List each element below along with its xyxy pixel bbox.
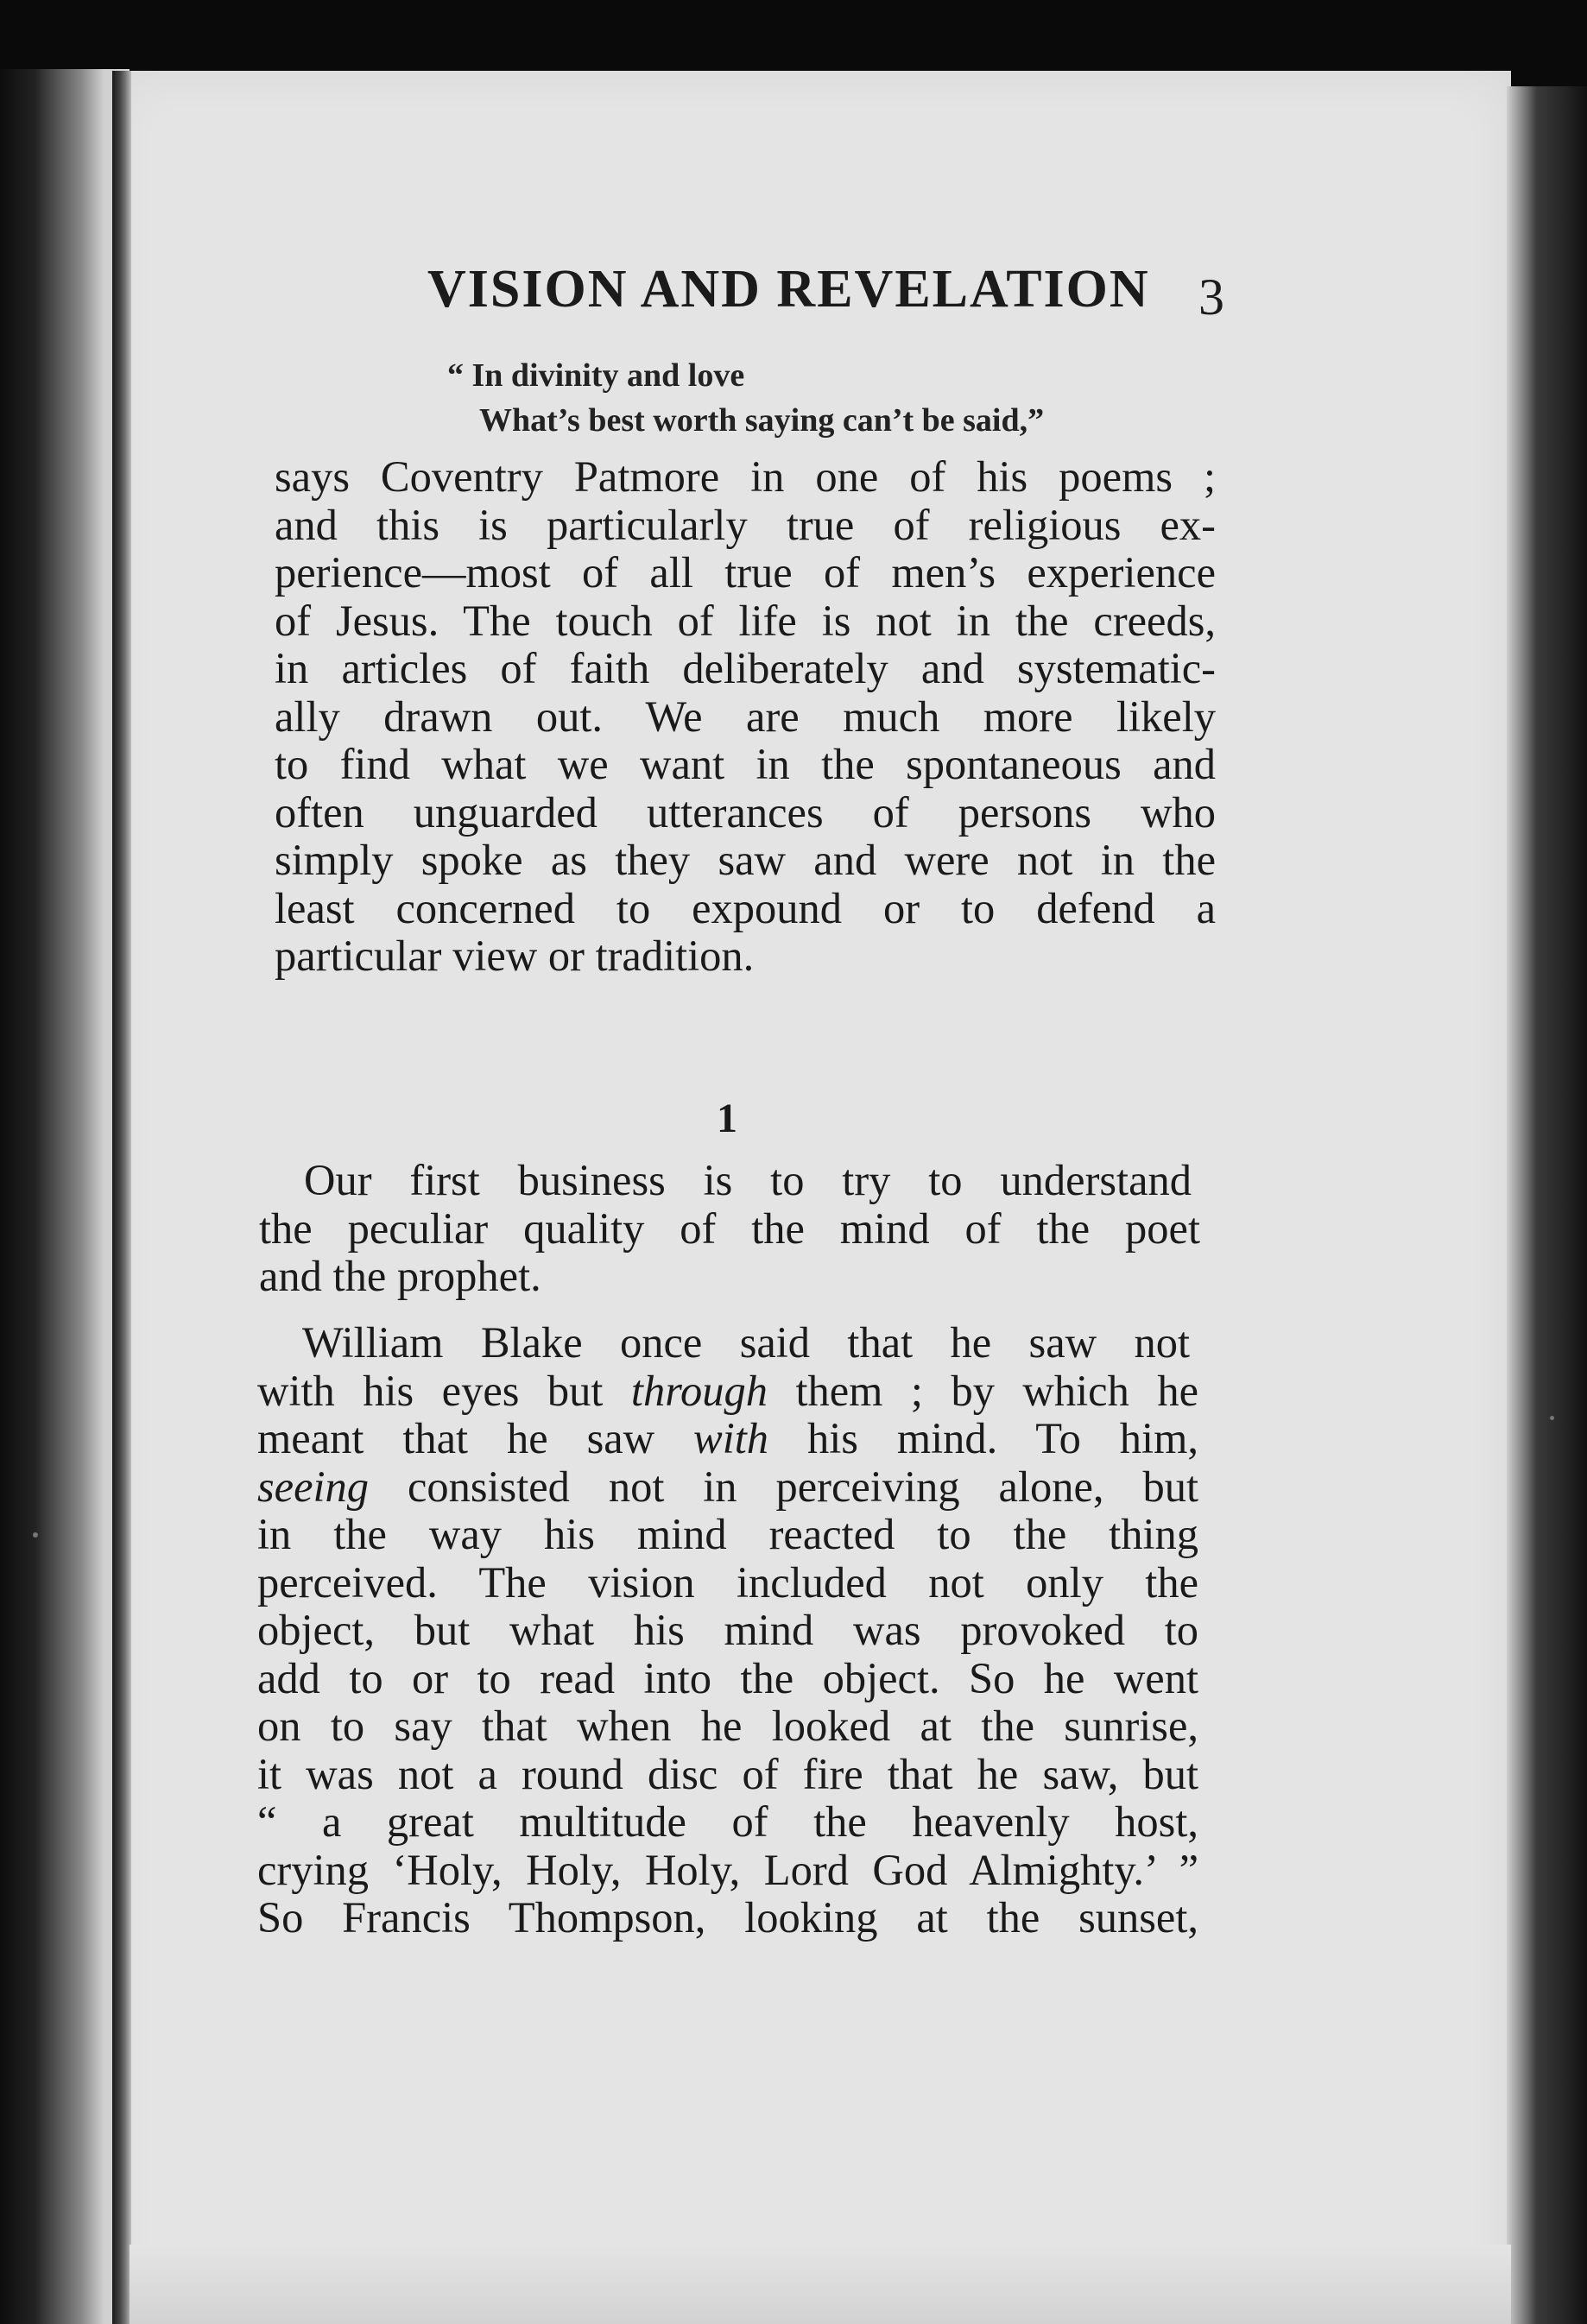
text-line: object, but what his mind was provoked to (257, 1606, 1198, 1654)
text-run: consisted not in perceiving alone, but (369, 1462, 1198, 1511)
book-left-edge (0, 69, 130, 2324)
text-line (257, 1367, 1198, 1416)
text-line: and the prophet. (259, 1252, 541, 1300)
italic-run: with (693, 1414, 769, 1462)
page-bottom-shade (130, 2245, 1511, 2324)
dust-speck (1550, 1416, 1554, 1420)
text-line: perceived. The vision included not only the (257, 1557, 1198, 1607)
text-line: Our first business is to try to understand (304, 1156, 1192, 1204)
text-line: the peculiar quality of the mind of the poet (259, 1203, 1200, 1253)
text-line: simply spoke as they saw and were not in the (275, 836, 1216, 884)
running-head: VISION AND REVELATION (427, 260, 1150, 319)
text-line: often unguarded utterances of persons who (275, 787, 1216, 837)
text-line (257, 1463, 1198, 1512)
text-line: and this is particularly true of religious ex- (275, 500, 1216, 549)
text-line: ally drawn out. We are much more likely (275, 692, 1216, 741)
paragraph-2 (259, 1157, 1200, 1301)
text-line: particular view or tradition. (275, 931, 755, 980)
text-line: in the way his mind reacted to the thing (257, 1510, 1198, 1558)
text-line: on to say that when he looked at the sunrise, (257, 1702, 1198, 1750)
text-line: perience—most of all true of men’s experience (275, 548, 1216, 597)
paragraph-1 (275, 453, 1216, 981)
text-line: add to or to read into the object. So he went (257, 1653, 1198, 1702)
italic-run: seeing (257, 1462, 370, 1511)
dust-speck (33, 1532, 38, 1538)
book-right-edge (1507, 86, 1587, 2324)
text-line: William Blake once said that he saw not (302, 1318, 1190, 1367)
text-run: his mind. To him, (768, 1414, 1198, 1462)
text-line: in articles of faith deliberately and systematic- (275, 644, 1216, 692)
text-line: least concerned to expound or to defend a (275, 883, 1216, 932)
verse-line-1: “ In divinity and love (447, 357, 745, 394)
text-line: So Francis Thompson, looking at the sunset, (257, 1893, 1198, 1942)
text-line: “ a great multitude of the heavenly host, (257, 1797, 1198, 1846)
text-run: meant that he saw (257, 1414, 694, 1462)
section-number: 1 (717, 1096, 737, 1141)
text-line (257, 1415, 1198, 1463)
text-run: with his eyes but (257, 1366, 631, 1415)
text-line: says Coventry Patmore in one of his poems ; (275, 452, 1216, 501)
verse-line-2: What’s best worth saying can’t be said,” (479, 402, 1045, 439)
page-gutter (112, 71, 131, 2324)
text-line: of Jesus. The touch of life is not in the creeds, (275, 596, 1216, 645)
text-run: them ; by which he (767, 1366, 1198, 1415)
text-line: it was not a round disc of fire that he saw, but (257, 1749, 1198, 1798)
paragraph-3 (257, 1319, 1198, 1942)
text-line: to find what we want in the spontaneous and (275, 740, 1216, 788)
page-number: 3 (1198, 268, 1224, 325)
text-line: crying ‘Holy, Holy, Holy, Lord God Almighty.’ ” (257, 1845, 1198, 1894)
italic-run: through (630, 1366, 768, 1415)
